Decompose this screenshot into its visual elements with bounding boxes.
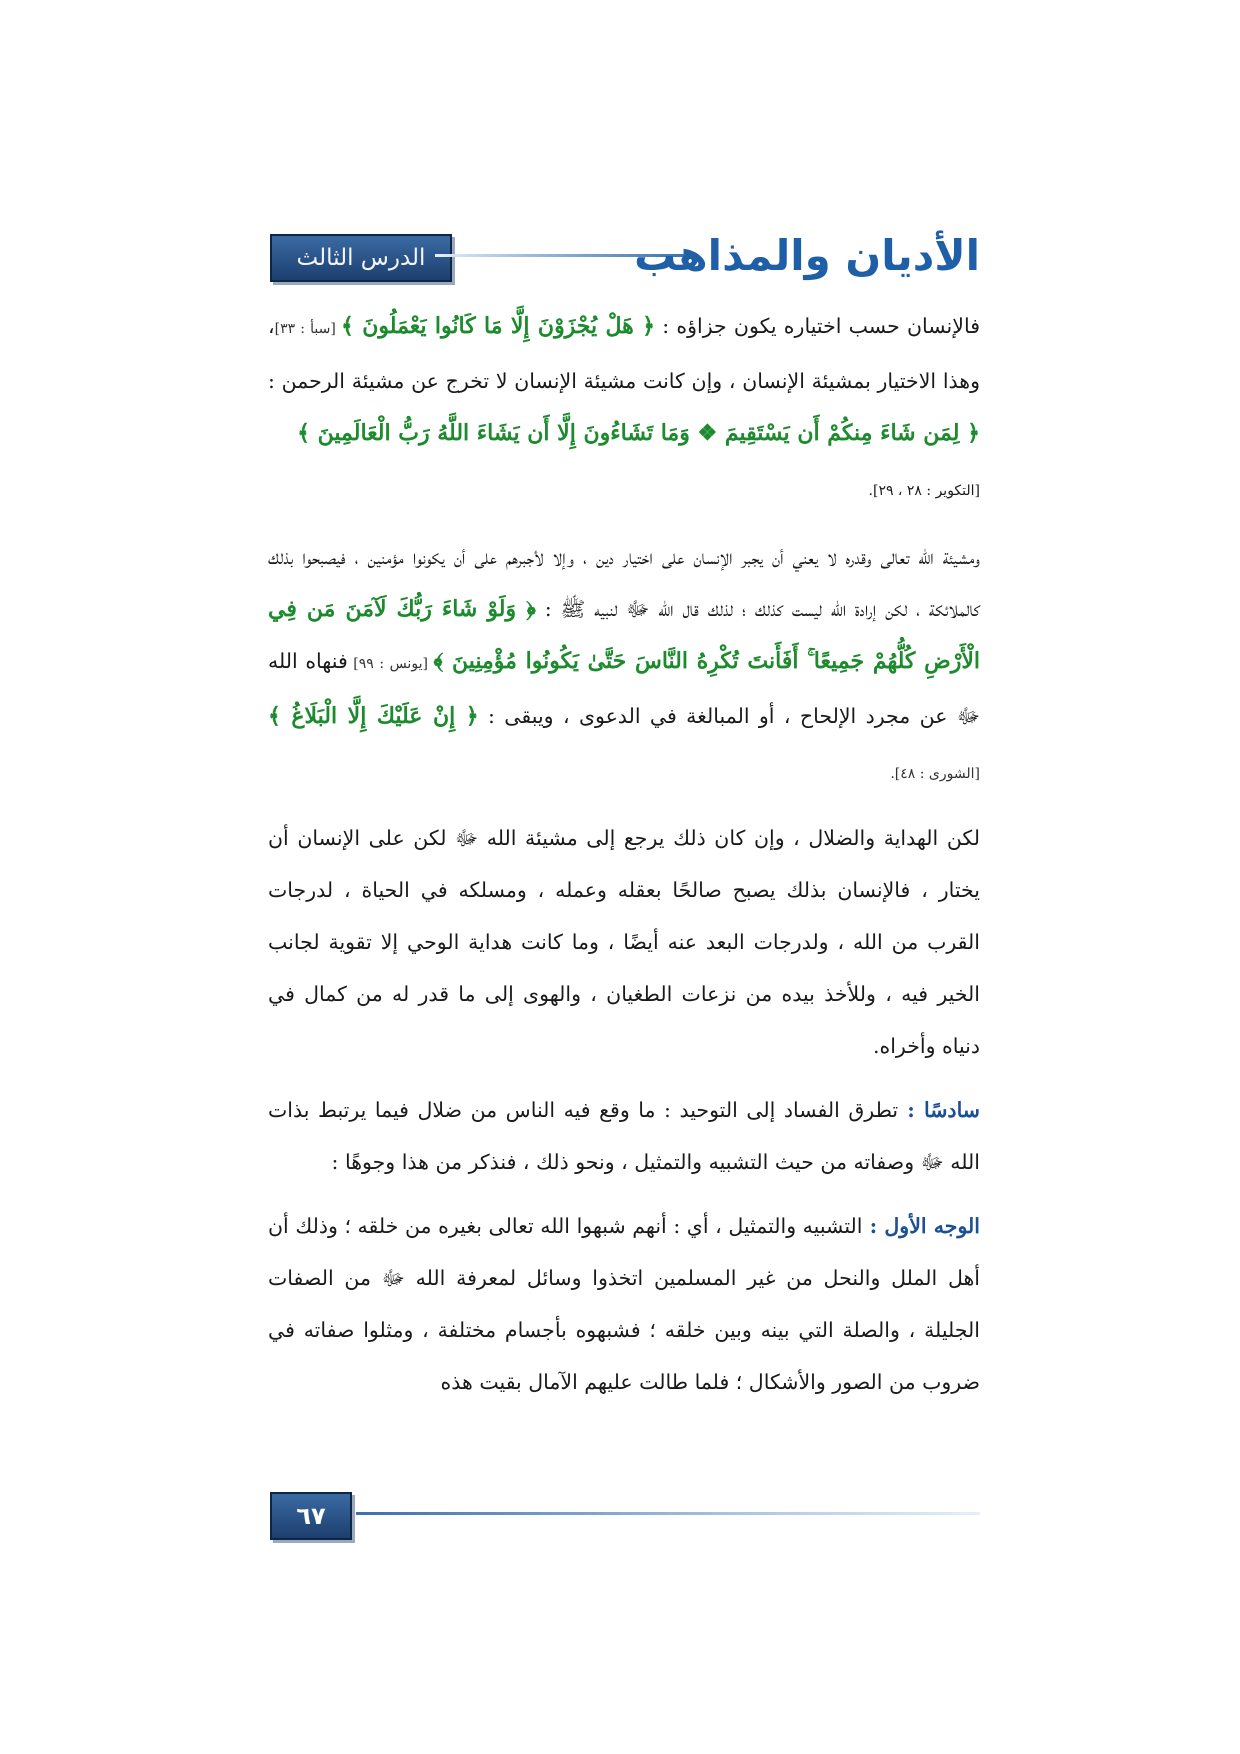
lesson-badge	[270, 234, 452, 282]
quran-verse: ﴿ هَلْ يُجْزَوْنَ إِلَّا مَا كَانُوا يَعْمَلُونَ ﴾	[341, 313, 656, 339]
page-number: ٦٧	[296, 1502, 326, 1530]
paragraph-1	[268, 300, 980, 459]
verse-reference: [يونس : ٩٩]	[347, 656, 434, 672]
quran-verse: ﴿ وَلَوْ شَاءَ رَبُّكَ لَآمَنَ مَن فِي الْأَرْضِ كُلُّهُمْ جَمِيعًا ۚ أَفَأَنتَ تُكْرِهُ النَّاسَ حَتَّىٰ يَكُونُوا مُؤْمِنِينَ ﴾	[268, 596, 980, 674]
footer-divider	[356, 1512, 980, 1515]
quran-verse: ﴿ إِنْ عَلَيْكَ إِلَّا الْبَلَاغُ ﴾	[268, 703, 479, 729]
book-title: الأديان والمذاهب	[634, 231, 980, 280]
page-body	[268, 300, 980, 1420]
paragraph-text: ومشيئة الله تعالى وقدره لا يعني أن يجبر الإنسان على اختيار دين ، وإلا لأجبرهم على أن يكونوا مؤمنين ، فيصبحوا بذلك كالملائكة ، لكن إرادة الله ليست كذلك ؛ لذلك قال الله ﷻ لنبيه ﷺ :	[268, 545, 980, 621]
paragraph-3: لكن الهداية والضلال ، وإن كان ذلك يرجع إلى مشيئة الله ﷻ لكن على الإنسان أن يختار ، فالإنسان بذلك يصبح صالحًا بعقله وعمله ، ومسلكه في الحياة ، لدرجات القرب من الله ، ولدرجات البعد عنه أيضًا ، وما كانت هداية الوحي إلا تقوية لجانب الخير فيه ، وللأخذ بيده من نزعات الطغيان ، والهوى إلى ما قدر له من كمال في دنياه وأخراه.	[268, 826, 980, 1058]
paragraph-text: تطرق الفساد إلى التوحيد : ما وقع فيه الناس من ضلال فيما يرتبط بذات الله ﷻ وصفاته من حيث التشبيه والتمثيل ، ونحو ذلك ، فنذكر من هذا وجوهًا :	[268, 1098, 980, 1174]
page-header	[270, 228, 980, 284]
paragraph-text: ، وهذا الاختيار بمشيئة الإنسان ، وإن كانت مشيئة الإنسان لا تخرج عن مشيئة الرحمن :	[268, 314, 980, 393]
verse-reference: [الشورى : ٤٨].	[890, 766, 980, 782]
quran-verse: ﴿ لِمَن شَاءَ مِنكُمْ أَن يَسْتَقِيمَ ❖ وَمَا تَشَاءُونَ إِلَّا أَن يَشَاءَ اللَّهُ رَبُّ الْعَالَمِينَ ﴾	[297, 420, 980, 446]
paragraph-text: فنهاه الله ﷻ عن مجرد الإلحاح ، أو المبالغة في الدعوى ، ويبقى :	[268, 649, 980, 728]
paragraph-text: فالإنسان حسب اختياره يكون جزاؤه :	[655, 314, 980, 338]
section-lead: سادسًا :	[898, 1098, 980, 1122]
page-footer	[270, 1492, 980, 1540]
page-number-box	[270, 1492, 352, 1540]
lesson-label: الدرس الثالث	[296, 245, 426, 271]
paragraph-4	[268, 1084, 980, 1188]
section-lead: الوجه الأول :	[862, 1214, 980, 1238]
paragraph-text: التشبيه والتمثيل ، أي : أنهم شبهوا الله تعالى بغيره من خلقه ؛ وذلك أن أهل الملل والنحل من غير المسلمين اتخذوا وسائل لمعرفة الله ﷻ من الصفات الجليلة ، والصلة التي بينه وبين خلقه ؛ فشبهوه بأجسام مختلفة ، ومثلوا صفاته في ضروب من الصور والأشكال ؛ فلما طالت عليهم الآمال بقيت هذه	[268, 1214, 980, 1394]
verse-reference: [سبأ : ٣٣]	[274, 321, 342, 337]
paragraph-2	[268, 531, 980, 800]
paragraph-5	[268, 1200, 980, 1408]
verse-reference: [التكوير : ٢٨ ، ٢٩].	[868, 483, 980, 499]
